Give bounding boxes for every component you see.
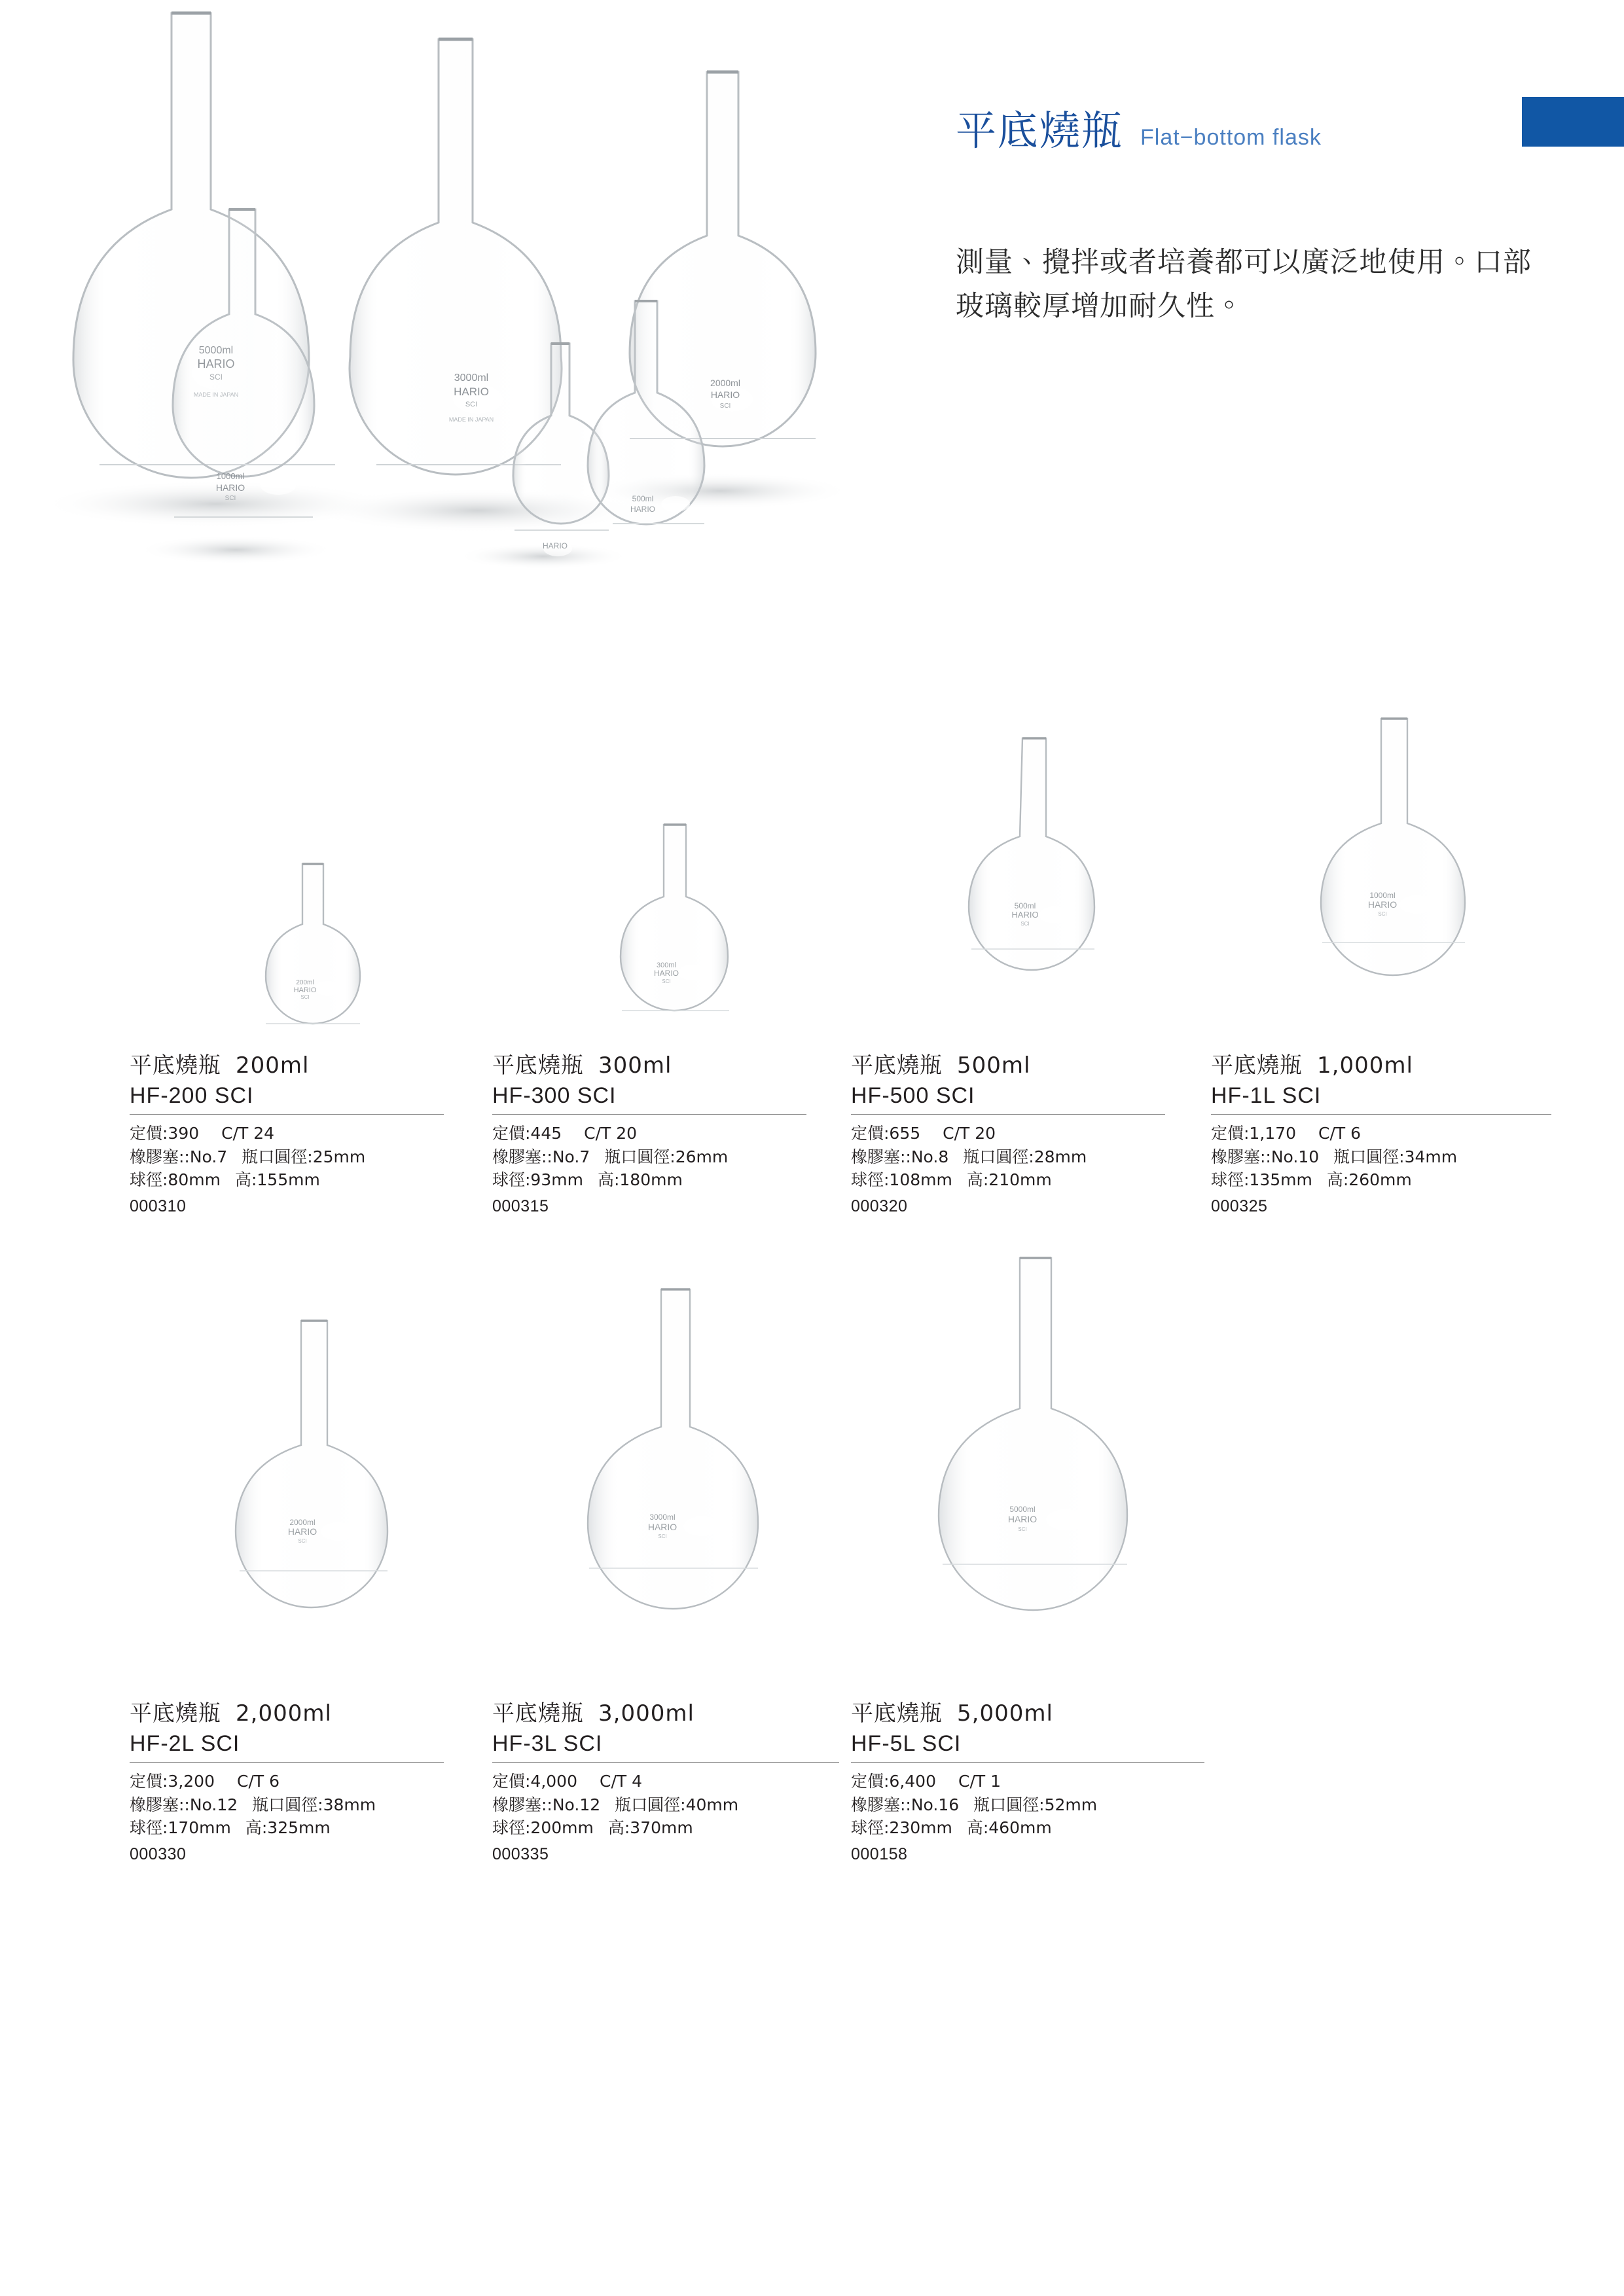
- svg-text:HARIO: HARIO: [293, 986, 317, 994]
- product-card-hf-300[interactable]: [492, 655, 859, 1257]
- product-card-hf-2l[interactable]: [130, 1257, 496, 1872]
- spec-ct: C/T 20: [584, 1124, 638, 1143]
- spec-price: 定價:655: [851, 1124, 921, 1143]
- spec-ct: C/T 20: [943, 1124, 996, 1143]
- product-info-hf-1l: [1211, 1047, 1551, 1216]
- product-info-hf-2l: [130, 1695, 444, 1864]
- product-image-hf-2l: [130, 1270, 496, 1689]
- product-model: HF-200 SCI: [130, 1083, 444, 1115]
- svg-text:HARIO: HARIO: [1007, 1514, 1038, 1524]
- spec-price: 定價:1,170: [1211, 1124, 1296, 1143]
- svg-text:HARIO: HARIO: [630, 505, 656, 514]
- product-name: 平底燒瓶 1,000ml: [1211, 1052, 1413, 1079]
- svg-text:HARIO: HARIO: [647, 1522, 677, 1532]
- svg-text:SCI: SCI: [465, 401, 478, 408]
- product-model: HF-5L SCI: [851, 1731, 1204, 1763]
- product-image-hf-1l: [1211, 641, 1578, 1034]
- product-model: HF-2L SCI: [130, 1731, 444, 1763]
- spec-height: 高:460mm: [966, 1818, 1052, 1837]
- spec-mouth: 瓶口圓徑:40mm: [615, 1795, 739, 1814]
- flask-icon-2000ml: [202, 1296, 424, 1689]
- product-code: 000315: [492, 1196, 549, 1215]
- svg-text:500ml: 500ml: [632, 494, 654, 503]
- flask-icon-1000ml: [1283, 681, 1506, 1034]
- svg-text:300ml: 300ml: [657, 961, 676, 969]
- svg-text:2000ml: 2000ml: [710, 378, 740, 388]
- product-image-hf-5l: [851, 1237, 1218, 1689]
- spec-stopper: 橡膠塞::No.7: [492, 1147, 590, 1166]
- flask-icon-300ml: [584, 733, 767, 1034]
- flask-icon-3000ml: [551, 1270, 800, 1689]
- product-specs: [492, 1770, 839, 1840]
- spec-ct: C/T 24: [221, 1124, 275, 1143]
- svg-text:HARIO: HARIO: [542, 541, 568, 550]
- product-volume: 5,000ml: [957, 1700, 1053, 1727]
- hero-product-photo: [20, 7, 890, 596]
- spec-height: 高:260mm: [1326, 1170, 1412, 1189]
- spec-stopper: 橡膠塞::No.12: [492, 1795, 601, 1814]
- spec-ct: C/T 4: [600, 1772, 643, 1791]
- product-card-hf-200[interactable]: [130, 655, 496, 1257]
- spec-ct: C/T 1: [958, 1772, 1001, 1791]
- spec-mouth: 瓶口圓徑:38mm: [252, 1795, 376, 1814]
- product-volume: 3,000ml: [598, 1700, 695, 1727]
- product-specs: [1211, 1122, 1551, 1192]
- spec-price: 定價:4,000: [492, 1772, 577, 1791]
- svg-text:HARIO: HARIO: [287, 1526, 317, 1537]
- spec-height: 高:155mm: [234, 1170, 320, 1189]
- product-row-2: [0, 1257, 1624, 1872]
- svg-text:500ml: 500ml: [1014, 901, 1036, 910]
- svg-text:MADE IN JAPAN: MADE IN JAPAN: [448, 416, 494, 423]
- product-specs: [492, 1122, 806, 1192]
- page-title-cn: 平底燒瓶: [956, 107, 1124, 154]
- svg-text:HARIO: HARIO: [710, 389, 740, 400]
- product-grid: [0, 655, 1624, 1872]
- product-code: 000330: [130, 1844, 187, 1863]
- product-name: 平底燒瓶 200ml: [130, 1052, 310, 1079]
- product-info-hf-300: [492, 1047, 806, 1216]
- product-image-hf-500: [851, 655, 1218, 1034]
- flask-icon-5000ml: [903, 1237, 1165, 1689]
- svg-text:1000ml: 1000ml: [216, 471, 245, 481]
- page-title-en: Flat−bottom flask: [1140, 125, 1322, 150]
- hero-section: [0, 0, 1624, 628]
- svg-text:3000ml: 3000ml: [454, 372, 489, 384]
- spec-height: 高:180mm: [597, 1170, 683, 1189]
- spec-ct: C/T 6: [1318, 1124, 1362, 1143]
- product-volume: 300ml: [598, 1052, 672, 1079]
- spec-ball: 球徑:230mm: [851, 1818, 952, 1837]
- svg-text:HARIO: HARIO: [454, 386, 489, 398]
- spec-height: 高:210mm: [966, 1170, 1052, 1189]
- hero-flask-3000ml: [350, 39, 562, 475]
- product-image-hf-3l: [492, 1257, 859, 1689]
- product-info-hf-200: [130, 1047, 444, 1216]
- svg-text:3000ml: 3000ml: [649, 1513, 676, 1522]
- product-code: 000310: [130, 1196, 187, 1215]
- spec-height: 高:325mm: [245, 1818, 331, 1837]
- product-image-hf-200: [130, 694, 496, 1034]
- product-info-hf-5l: [851, 1695, 1204, 1864]
- flask-icon-500ml: [936, 707, 1132, 1034]
- product-card-hf-3l[interactable]: [492, 1257, 859, 1872]
- svg-text:SCI: SCI: [1020, 921, 1030, 927]
- spec-mouth: 瓶口圓徑:52mm: [973, 1795, 1098, 1814]
- spec-mouth: 瓶口圓徑:28mm: [963, 1147, 1087, 1166]
- product-code: 000325: [1211, 1196, 1268, 1215]
- product-specs: [130, 1770, 444, 1840]
- spec-stopper: 橡膠塞::No.8: [851, 1147, 949, 1166]
- svg-text:SCI: SCI: [1018, 1526, 1027, 1532]
- spec-price: 定價:445: [492, 1124, 562, 1143]
- product-card-hf-1l[interactable]: [1211, 655, 1578, 1257]
- svg-text:SCI: SCI: [300, 994, 310, 1000]
- product-model: HF-3L SCI: [492, 1731, 839, 1763]
- svg-text:SCI: SCI: [298, 1538, 307, 1544]
- flask-icon-200ml: [228, 759, 398, 1034]
- hero-flask-illustration: [20, 7, 890, 596]
- spec-mouth: 瓶口圓徑:25mm: [242, 1147, 366, 1166]
- product-specs: [130, 1122, 444, 1192]
- spec-ball: 球徑:80mm: [130, 1170, 221, 1189]
- spec-ball: 球徑:170mm: [130, 1818, 231, 1837]
- product-volume: 500ml: [957, 1052, 1031, 1079]
- product-code: 000158: [851, 1844, 908, 1863]
- product-card-hf-5l[interactable]: [851, 1257, 1218, 1872]
- svg-text:HARIO: HARIO: [1367, 899, 1398, 910]
- spec-ball: 球徑:93mm: [492, 1170, 583, 1189]
- spec-mouth: 瓶口圓徑:26mm: [604, 1147, 729, 1166]
- svg-text:SCI: SCI: [658, 1534, 667, 1539]
- product-code: 000320: [851, 1196, 908, 1215]
- product-model: HF-500 SCI: [851, 1083, 1165, 1115]
- spec-stopper: 橡膠塞::No.7: [130, 1147, 228, 1166]
- page-title: [956, 98, 1597, 156]
- product-info-hf-3l: [492, 1695, 839, 1864]
- svg-text:SCI: SCI: [719, 403, 731, 410]
- svg-text:2000ml: 2000ml: [289, 1518, 316, 1527]
- product-name: 平底燒瓶 5,000ml: [851, 1700, 1053, 1727]
- spec-mouth: 瓶口圓徑:34mm: [1333, 1147, 1458, 1166]
- spec-ct: C/T 6: [237, 1772, 280, 1791]
- spec-ball: 球徑:108mm: [851, 1170, 952, 1189]
- product-volume: 2,000ml: [236, 1700, 332, 1727]
- product-specs: [851, 1122, 1165, 1192]
- spec-price: 定價:3,200: [130, 1772, 215, 1791]
- product-name: 平底燒瓶 3,000ml: [492, 1700, 695, 1727]
- spec-ball: 球徑:135mm: [1211, 1170, 1312, 1189]
- spec-ball: 球徑:200mm: [492, 1818, 594, 1837]
- svg-text:HARIO: HARIO: [653, 969, 679, 978]
- product-image-hf-300: [492, 674, 859, 1034]
- page-description: 測量、攪拌或者培養都可以廣泛地使用。口部玻璃較厚增加耐久性。: [956, 246, 1532, 323]
- svg-text:SCI: SCI: [1378, 911, 1387, 917]
- spec-stopper: 橡膠塞::No.10: [1211, 1147, 1320, 1166]
- svg-text:SCI: SCI: [662, 978, 671, 984]
- svg-text:200ml: 200ml: [296, 979, 314, 986]
- svg-text:HARIO: HARIO: [215, 482, 245, 493]
- spec-height: 高:370mm: [607, 1818, 693, 1837]
- product-model: HF-1L SCI: [1211, 1083, 1551, 1115]
- product-info-hf-500: [851, 1047, 1165, 1216]
- spec-price: 定價:390: [130, 1124, 200, 1143]
- product-card-hf-500[interactable]: [851, 655, 1218, 1257]
- product-row-1: [0, 655, 1624, 1257]
- product-model: HF-300 SCI: [492, 1083, 806, 1115]
- accent-tab: [1522, 97, 1624, 147]
- spec-stopper: 橡膠塞::No.12: [130, 1795, 238, 1814]
- product-code: 000335: [492, 1844, 549, 1863]
- svg-text:1000ml: 1000ml: [1369, 891, 1396, 900]
- product-name: 平底燒瓶 300ml: [492, 1052, 672, 1079]
- product-name: 平底燒瓶 2,000ml: [130, 1700, 332, 1727]
- product-name: 平底燒瓶 500ml: [851, 1052, 1031, 1079]
- product-volume: 1,000ml: [1317, 1052, 1413, 1079]
- product-specs: [851, 1770, 1204, 1840]
- svg-text:HARIO: HARIO: [1011, 910, 1039, 920]
- svg-text:5000ml: 5000ml: [1009, 1505, 1036, 1514]
- svg-text:SCI: SCI: [225, 495, 236, 502]
- spec-price: 定價:6,400: [851, 1772, 936, 1791]
- product-volume: 200ml: [236, 1052, 310, 1079]
- spec-stopper: 橡膠塞::No.16: [851, 1795, 960, 1814]
